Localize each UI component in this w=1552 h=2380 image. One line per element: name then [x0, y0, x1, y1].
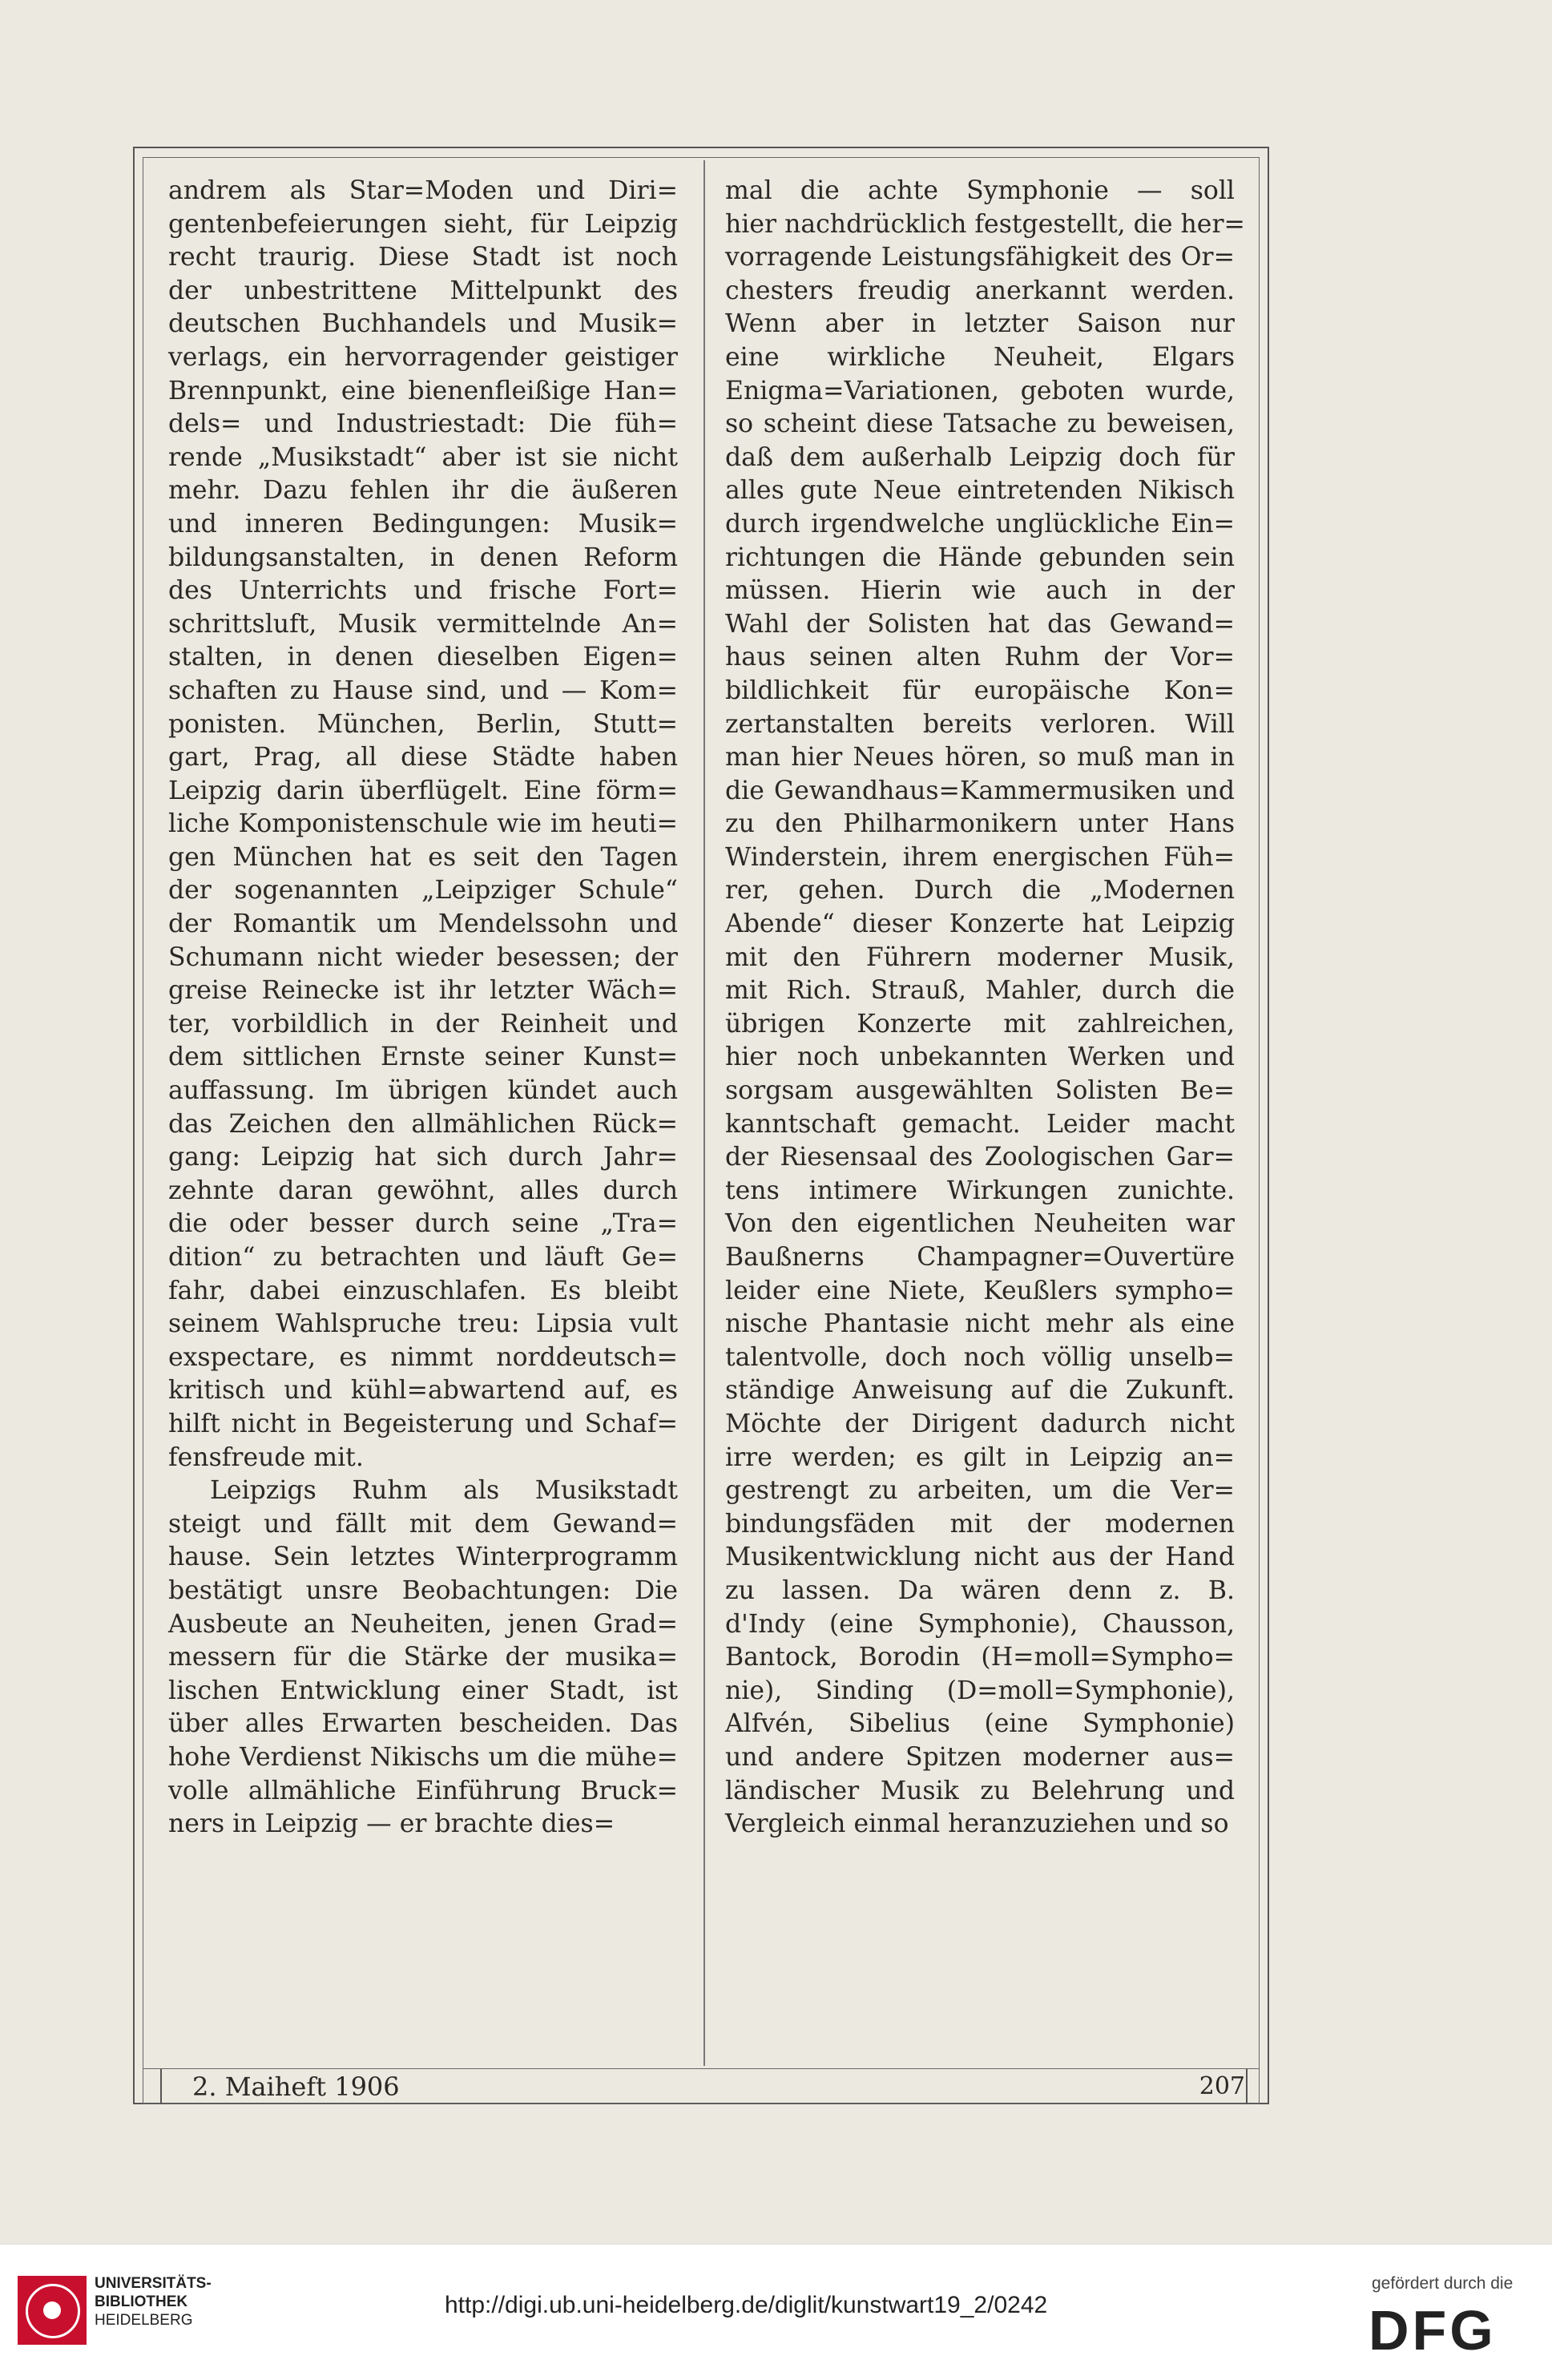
- permalink-url[interactable]: http://digi.ub.uni-heidelberg.de/diglit/kunstwart19_2/0242: [445, 2292, 1048, 2318]
- text-line: man hier Neues hören, so muß man in: [725, 743, 1235, 772]
- text-line: der Riesensaal des Zoologischen Gar=: [725, 1143, 1235, 1172]
- text-line: greise Reinecke ist ihr letzter Wäch=: [168, 976, 678, 1006]
- column-divider: [703, 160, 705, 2066]
- text-line: kanntschaft gemacht. Leider macht: [725, 1109, 1235, 1139]
- library-seal-icon: [18, 2276, 87, 2345]
- text-line: zertanstalten bereits verloren. Will: [725, 709, 1235, 739]
- text-line: Brennpunkt, eine bienenfleißige Han=: [168, 376, 678, 405]
- text-line: irre werden; es gilt in Leipzig an=: [725, 1442, 1235, 1472]
- page-number: 207: [1199, 2072, 1245, 2100]
- text-line: und andere Spitzen moderner aus=: [725, 1742, 1235, 1772]
- text-line: dem sittlichen Ernste seiner Kunst=: [168, 1043, 678, 1072]
- text-line: vorragende Leistungsfähigkeit des Or=: [725, 243, 1235, 272]
- text-line: tens intimere Wirkungen zunichte.: [725, 1176, 1235, 1205]
- text-line: gentenbefeierungen sieht, für Leipzig: [168, 209, 678, 239]
- text-line: dels= und Industriestadt: Die füh=: [168, 409, 678, 439]
- text-line: rer, gehen. Durch die „Modernen: [725, 876, 1235, 906]
- text-line: mit den Führern moderner Musik,: [725, 942, 1235, 972]
- text-line: haus seinen alten Ruhm der Vor=: [725, 643, 1235, 672]
- text-line: Enigma=Variationen, geboten wurde,: [725, 376, 1235, 405]
- text-line: Alfvén, Sibelius (eine Symphonie): [725, 1709, 1235, 1739]
- text-line: rende „Musikstadt“ aber ist sie nicht: [168, 442, 678, 472]
- text-line: übrigen Konzerte mit zahlreichen,: [725, 1009, 1235, 1039]
- text-line: hilft nicht in Begeisterung und Schaf=: [168, 1409, 678, 1438]
- text-line: mehr. Dazu fehlen ihr die äußeren: [168, 476, 678, 506]
- text-line: lischen Entwicklung einer Stadt, ist: [168, 1676, 678, 1705]
- text-line: talentvolle, doch noch völlig unselb=: [725, 1342, 1235, 1372]
- text-line: liche Komponistenschule wie im heuti=: [168, 809, 678, 839]
- text-line: Von den eigentlichen Neuheiten war: [725, 1209, 1235, 1239]
- text-line: richtungen die Hände gebunden sein: [725, 543, 1235, 572]
- text-line: seinem Wahlspruche treu: Lipsia vult: [168, 1309, 678, 1339]
- text-line: daß dem außerhalb Leipzig doch für: [725, 442, 1235, 472]
- footer-rule-right: [1246, 2069, 1248, 2104]
- text-line: nische Phantasie nicht mehr als eine: [725, 1309, 1235, 1339]
- text-line: deutschen Buchhandels und Musik=: [168, 309, 678, 339]
- text-line: fensfreude mit.: [168, 1442, 364, 1472]
- text-line: Leipzigs Ruhm als Musikstadt: [210, 1476, 678, 1506]
- left-text-column: [168, 175, 678, 1841]
- text-line: gen München hat es seit den Tagen: [168, 842, 678, 872]
- text-line: über alles Erwarten bescheiden. Das: [168, 1709, 678, 1739]
- text-line: ländischer Musik zu Belehrung und: [725, 1776, 1235, 1805]
- text-line: alles gute Neue eintretenden Nikisch: [725, 476, 1235, 506]
- text-line: chesters freudig anerkannt werden.: [725, 276, 1235, 305]
- text-line: volle allmähliche Einführung Bruck=: [168, 1776, 678, 1805]
- text-line: der sogenannten „Leipziger Schule“: [168, 876, 678, 906]
- text-line: die oder besser durch seine „Tra=: [168, 1209, 678, 1239]
- text-line: messern für die Stärke der musika=: [168, 1643, 678, 1672]
- text-line: nie), Sinding (D=moll=Symphonie),: [725, 1676, 1235, 1705]
- text-line: bestätigt unsre Beobachtungen: Die: [168, 1575, 678, 1605]
- text-line: Schumann nicht wieder besessen; der: [168, 942, 678, 972]
- text-line: Musikentwicklung nicht aus der Hand: [725, 1543, 1235, 1572]
- text-line: dition“ zu betrachten und läuft Ge=: [168, 1243, 678, 1272]
- library-name: [95, 2274, 212, 2330]
- text-line: mal die achte Symphonie — soll: [725, 176, 1235, 205]
- text-line: kritisch und kühl=abwartend auf, es: [168, 1376, 678, 1406]
- dfg-logo: DFG: [1369, 2299, 1497, 2362]
- text-line: gestrengt zu arbeiten, um die Ver=: [725, 1476, 1235, 1506]
- text-line: Leipzig darin überflügelt. Eine förm=: [168, 776, 678, 805]
- text-line: hier nachdrücklich festgestellt, die her=: [725, 209, 1245, 239]
- text-line: Winderstein, ihrem energischen Füh=: [725, 842, 1235, 872]
- text-line: so scheint diese Tatsache zu beweisen,: [725, 409, 1235, 439]
- text-line: Bantock, Borodin (H=moll=Sympho=: [725, 1643, 1235, 1672]
- text-line: Baußnerns Champagner=Ouvertüre: [725, 1243, 1235, 1272]
- text-line: müssen. Hierin wie auch in der: [725, 576, 1235, 606]
- text-line: hause. Sein letztes Winterprogramm: [168, 1543, 678, 1572]
- text-line: stalten, in denen dieselben Eigen=: [168, 643, 678, 672]
- text-line: sorgsam ausgewählten Solisten Be=: [725, 1076, 1235, 1106]
- text-line: steigt und fällt mit dem Gewand=: [168, 1509, 678, 1539]
- text-line: durch irgendwelche unglückliche Ein=: [725, 509, 1235, 539]
- text-line: des Unterrichts und frische Fort=: [168, 576, 678, 606]
- text-line: exspectare, es nimmt norddeutsch=: [168, 1342, 678, 1372]
- text-line: verlags, ein hervorragender geistiger: [168, 342, 678, 372]
- text-line: fahr, dabei einzuschlafen. Es bleibt: [168, 1276, 678, 1305]
- text-line: zu lassen. Da wären denn z. B.: [725, 1575, 1235, 1605]
- text-line: Ausbeute an Neuheiten, jenen Grad=: [168, 1609, 678, 1639]
- library-name-line3: HEIDELBERG: [95, 2312, 193, 2329]
- text-line: zehnte daran gewöhnt, alles durch: [168, 1176, 678, 1205]
- text-line: eine wirkliche Neuheit, Elgars: [725, 342, 1235, 372]
- text-line: Wahl der Solisten hat das Gewand=: [725, 609, 1235, 639]
- text-line: die Gewandhaus=Kammermusiken und: [725, 776, 1235, 805]
- right-text-column: [725, 175, 1245, 1841]
- text-line: hier noch unbekannten Werken und: [725, 1043, 1235, 1072]
- text-line: Wenn aber in letzter Saison nur: [725, 309, 1235, 339]
- text-line: ponisten. München, Berlin, Stutt=: [168, 709, 678, 739]
- text-line: gart, Prag, all diese Städte haben: [168, 743, 678, 772]
- text-line: zu den Philharmonikern unter Hans: [725, 809, 1235, 839]
- text-line: ter, vorbildlich in der Reinheit und: [168, 1009, 678, 1039]
- text-line: mit Rich. Strauß, Mahler, durch die: [725, 976, 1235, 1006]
- text-line: der unbestrittene Mittelpunkt des: [168, 276, 678, 305]
- text-line: der Romantik um Mendelssohn und: [168, 910, 678, 939]
- text-line: schaften zu Hause sind, und — Kom=: [168, 676, 678, 705]
- text-line: ners in Leipzig — er brachte dies=: [168, 1809, 615, 1839]
- footer-rule-left: [160, 2069, 162, 2104]
- text-line: bildlichkeit für europäische Kon=: [725, 676, 1235, 705]
- text-line: leider eine Niete, Keußlers sympho=: [725, 1276, 1235, 1305]
- text-line: hohe Verdienst Nikischs um die mühe=: [168, 1742, 678, 1772]
- issue-label: 2. Maiheft 1906: [192, 2071, 400, 2102]
- text-line: ständige Anweisung auf die Zukunft.: [725, 1376, 1235, 1406]
- text-line: bindungsfäden mit der modernen: [725, 1509, 1235, 1539]
- text-line: d'Indy (eine Symphonie), Chausson,: [725, 1609, 1235, 1639]
- text-line: gang: Leipzig hat sich durch Jahr=: [168, 1143, 678, 1172]
- text-line: auffassung. Im übrigen kündet auch: [168, 1076, 678, 1106]
- funding-label: gefördert durch die: [1372, 2274, 1514, 2293]
- text-line: Möchte der Dirigent dadurch nicht: [725, 1409, 1235, 1438]
- text-line: bildungsanstalten, in denen Reform: [168, 543, 678, 572]
- library-name-line1: UNIVERSITÄTS-: [95, 2275, 212, 2292]
- library-name-line2: BIBLIOTHEK: [95, 2293, 188, 2310]
- text-line: recht traurig. Diese Stadt ist noch: [168, 243, 678, 272]
- text-line: andrem als Star=Moden und Diri=: [168, 176, 678, 205]
- text-line: schrittsluft, Musik vermittelnde An=: [168, 609, 678, 639]
- text-line: und inneren Bedingungen: Musik=: [168, 509, 678, 539]
- text-line: Vergleich einmal heranzuziehen und so: [725, 1809, 1229, 1839]
- text-line: das Zeichen den allmählichen Rück=: [168, 1109, 678, 1139]
- text-line: Abende“ dieser Konzerte hat Leipzig: [725, 910, 1235, 939]
